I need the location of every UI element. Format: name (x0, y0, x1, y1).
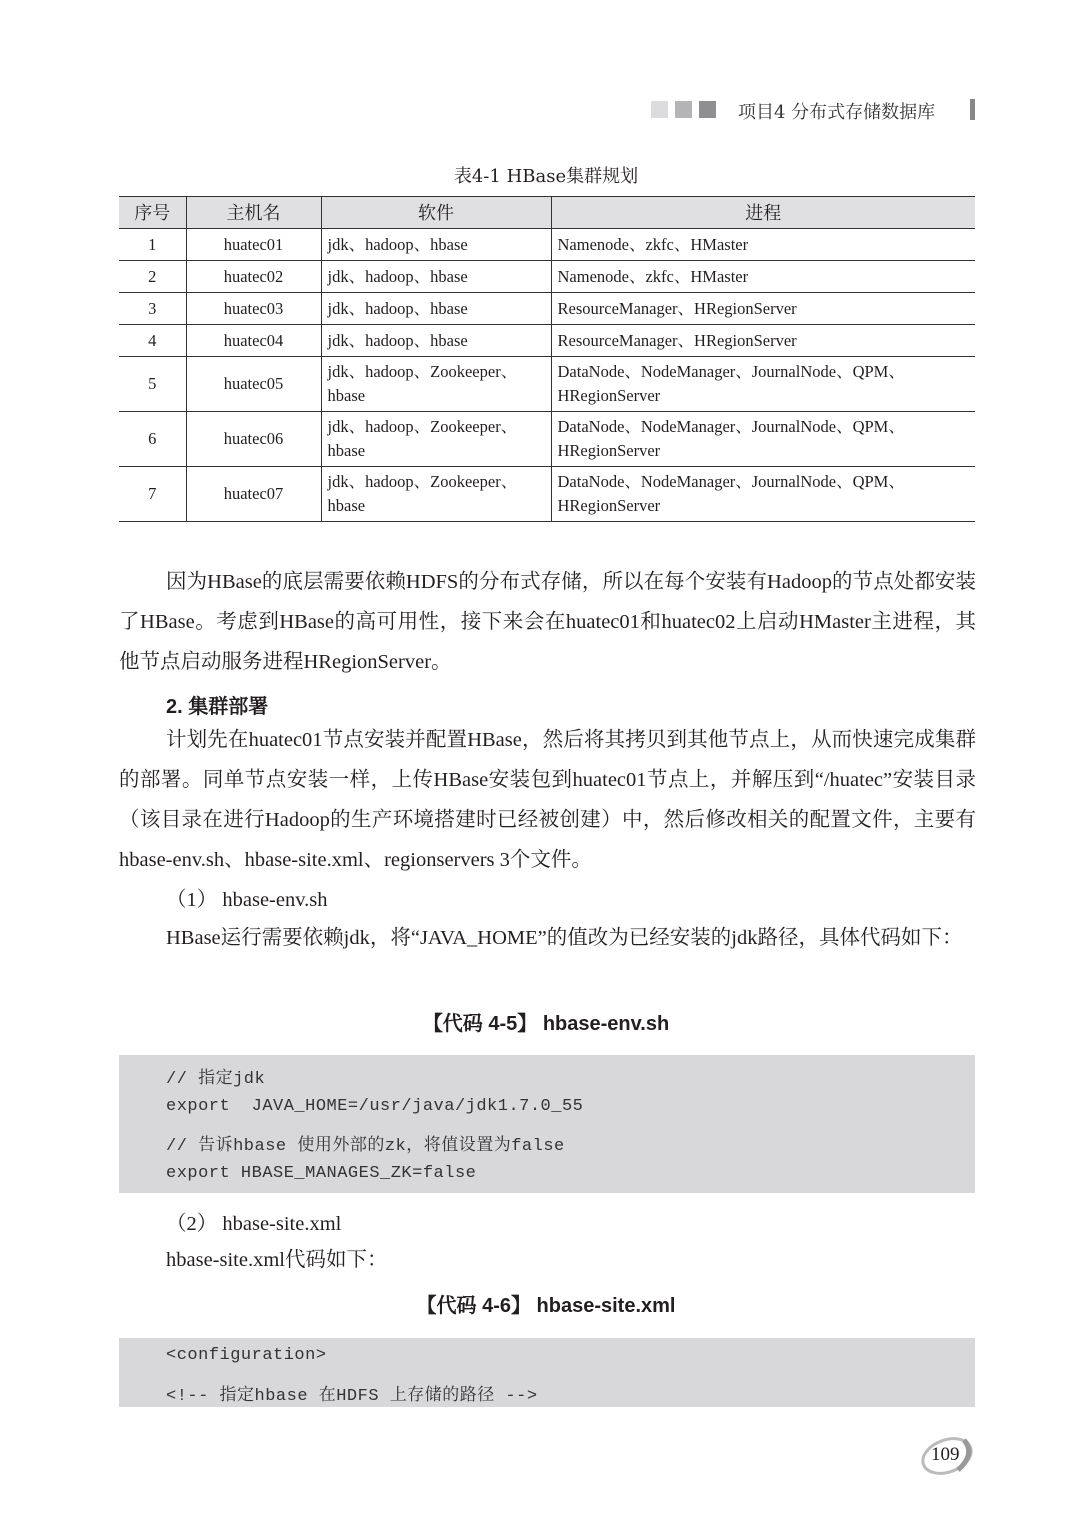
process-cell: DataNode、NodeManager、JournalNode、QPM、HRegionServer (551, 357, 975, 412)
paragraph: 计划先在huatec01节点安装并配置HBase，然后将其拷贝到其他节点上，从而快速完成集群的部署。同单节点安装一样，上传HBase安装包到huatec01节点上，并解压到“/huatec”安装目录（该目录在进行Hadoop的生产环境搭建时已经被创建）中，然后修改相关的配置文件，主要有hbase-env.sh、hbase-site.xml、regionservers 3个文件。 (119, 729, 976, 871)
code-line: <!-- 指定hbase 在HDFS 上存储的路径 --> (166, 1387, 538, 1406)
code-line: // 告诉hbase 使用外部的zk，将值设置为false (166, 1137, 565, 1156)
paragraph: 因为HBase的底层需要依赖HDFS的分布式存储，所以在每个安装有Hadoop的节点处都安装了HBase。考虑到HBase的高可用性，接下来会在huatec01和huatec02上启动HMaster主进程，其他节点启动服务进程HRegionServer。 (119, 571, 976, 673)
code-line: export JAVA_HOME=/usr/java/jdk1.7.0_55 (166, 1097, 584, 1116)
header-decoration-square (651, 101, 668, 118)
hostname-cell: huatec07 (186, 467, 321, 522)
hostname-cell: huatec01 (186, 229, 321, 261)
row-number: 5 (119, 357, 186, 412)
hostname-cell: huatec03 (186, 293, 321, 325)
table-row (119, 229, 975, 261)
header-decoration-square (699, 101, 716, 118)
cluster-plan-table (119, 196, 975, 522)
row-number: 6 (119, 412, 186, 467)
process-cell: DataNode、NodeManager、JournalNode、QPM、HRegionServer (551, 412, 975, 467)
hostname-cell: huatec02 (186, 261, 321, 293)
software-cell: jdk、hadoop、hbase (321, 261, 551, 293)
page-number-badge (920, 1432, 974, 1480)
row-number: 2 (119, 261, 186, 293)
column-header: 软件 (321, 197, 551, 229)
paragraph: HBase运行需要依赖jdk，将“JAVA_HOME”的值改为已经安装的jdk路径，具体代码如下： (166, 927, 963, 949)
table-header-row (119, 197, 975, 229)
table-row (119, 293, 975, 325)
code-block (119, 1338, 975, 1407)
software-cell: jdk、hadoop、Zookeeper、hbase (321, 467, 551, 522)
code-line: <configuration> (166, 1346, 327, 1365)
column-header: 进程 (551, 197, 975, 229)
software-cell: jdk、hadoop、hbase (321, 293, 551, 325)
table-row (119, 261, 975, 293)
code-title: 【代码 4-5】 hbase-env.sh (422, 1013, 670, 1035)
process-cell: ResourceManager、HRegionServer (551, 293, 975, 325)
software-cell: jdk、hadoop、hbase (321, 325, 551, 357)
row-number: 3 (119, 293, 186, 325)
column-header: 主机名 (186, 197, 321, 229)
table-row (119, 325, 975, 357)
header-decoration-square (675, 101, 692, 118)
paragraph: hbase-site.xml代码如下： (166, 1249, 388, 1271)
running-header: 项目4 分布式存储数据库 (738, 102, 936, 123)
process-cell: DataNode、NodeManager、JournalNode、QPM、HRegionServer (551, 467, 975, 522)
software-cell: jdk、hadoop、Zookeeper、hbase (321, 412, 551, 467)
list-item-heading: （2） hbase-site.xml (166, 1213, 342, 1235)
table-row (119, 412, 975, 467)
section-heading: 2. 集群部署 (166, 696, 269, 718)
list-item-heading: （1） hbase-env.sh (166, 889, 328, 911)
software-cell: jdk、hadoop、Zookeeper、hbase (321, 357, 551, 412)
table-row (119, 467, 975, 522)
software-cell: jdk、hadoop、hbase (321, 229, 551, 261)
hostname-cell: huatec04 (186, 325, 321, 357)
page-number: 109 (931, 1444, 960, 1465)
row-number: 1 (119, 229, 186, 261)
code-line: // 指定jdk (166, 1070, 266, 1089)
process-cell: Namenode、zkfc、HMaster (551, 229, 975, 261)
row-number: 7 (119, 467, 186, 522)
process-cell: ResourceManager、HRegionServer (551, 325, 975, 357)
table-caption: 表4-1 HBase集群规划 (453, 166, 639, 187)
code-block (119, 1055, 975, 1193)
row-number: 4 (119, 325, 186, 357)
code-line: export HBASE_MANAGES_ZK=false (166, 1164, 477, 1183)
process-cell: Namenode、zkfc、HMaster (551, 261, 975, 293)
header-bar (970, 99, 975, 120)
column-header: 序号 (119, 197, 186, 229)
hostname-cell: huatec05 (186, 357, 321, 412)
hostname-cell: huatec06 (186, 412, 321, 467)
code-title: 【代码 4-6】 hbase-site.xml (416, 1295, 676, 1317)
table-row (119, 357, 975, 412)
